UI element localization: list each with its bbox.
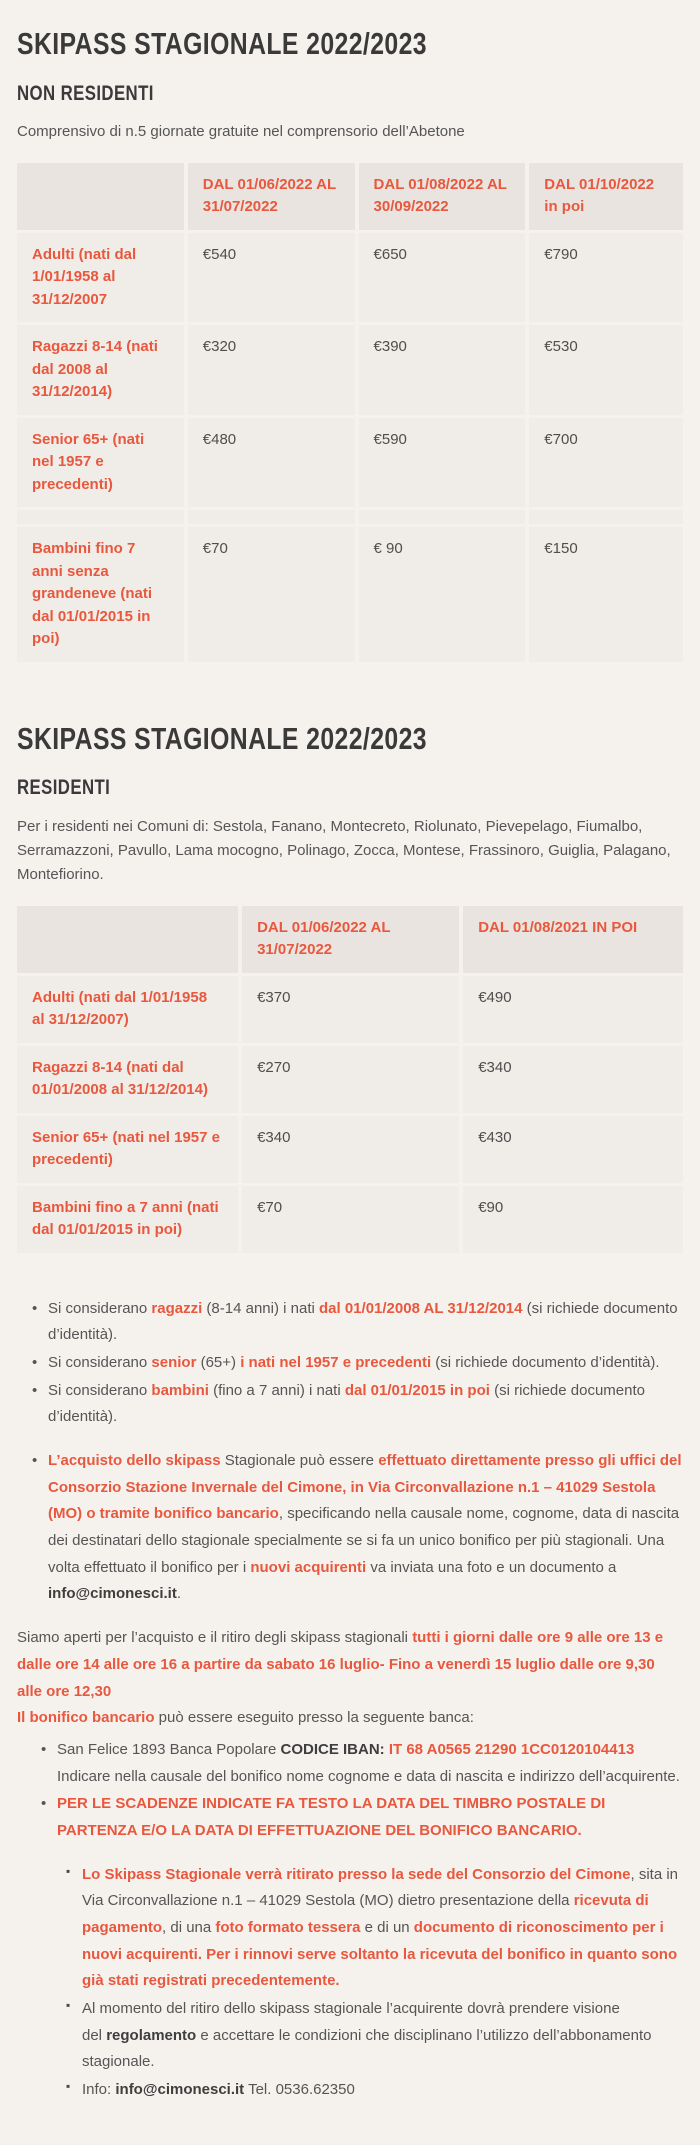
- column-header-period-1: DAL 01/06/2022 AL 31/07/2022: [188, 163, 355, 230]
- column-header-period-2: DAL 01/08/2021 IN POI: [463, 906, 683, 973]
- text-segment: i nati nel 1957 e precedenti: [240, 1353, 432, 1371]
- pricing-table-residenti: [13, 903, 687, 1256]
- note-senior: [31, 1350, 683, 1377]
- row-label: Senior 65+ (nati nel 1957 e precedenti): [17, 1116, 238, 1183]
- text-segment: San Felice 1893 Banca Popolare: [57, 1740, 281, 1758]
- price-cell: €790: [529, 233, 683, 323]
- link[interactable]: info@cimonesci.it: [115, 2081, 245, 2099]
- empty-cell: [17, 510, 184, 524]
- text-segment: va inviata una foto e un documento a: [366, 1558, 617, 1576]
- text-segment: nuovi acquirenti: [250, 1558, 367, 1576]
- text-segment: documento di riconoscimento per i nuovi acquirenti. Per i rinnovi serve soltanto la ricevuta del bonifico in quanto sono già stati registrati precedentemente.: [82, 1919, 678, 1990]
- empty-cell: [359, 510, 526, 524]
- text-segment: , specificando nella causale nome, cognome, data di nascita dei destinatari dello stagionale specialmente se si fa un unico bonifico per più stagionali. Una volta effettuato il bonifico per i: [48, 1505, 680, 1576]
- text-segment: e accettare le condizioni che disciplinano l’utilizzo dell’abbonamento stagionale.: [82, 2026, 652, 2071]
- text-segment: e di un: [360, 1919, 414, 1936]
- price-cell: €430: [463, 1116, 683, 1183]
- column-header-period-3: DAL 01/10/2022 in poi: [529, 163, 683, 230]
- price-cell: €270: [242, 1046, 459, 1113]
- notes-list-bank: [40, 1737, 683, 1845]
- table-header-row: [17, 163, 683, 230]
- section-non-residenti: [17, 26, 683, 665]
- page-title: SKIPASS STAGIONALE 2022/2023: [17, 26, 427, 61]
- note-scadenze: [40, 1791, 683, 1844]
- intro-residenti: Per i residenti nei Comuni di: Sestola, Fanano, Montecreto, Riolunato, Pievepelago, Fiumalbo, Serramazzoni, Pavullo, Lama mocogno, Polinago, Zocca, Montese, Frassinoro, Guiglia, Palagano, Montefiorino.: [17, 817, 671, 883]
- text-segment: del: [82, 2026, 107, 2044]
- text-segment: (8-14 anni) i nati: [202, 1299, 319, 1317]
- price-cell: €90: [463, 1186, 683, 1253]
- text-segment: foto formato tessera: [215, 1919, 361, 1936]
- note-regolamento: [65, 1996, 683, 2076]
- text-segment: Si considerano: [48, 1381, 152, 1399]
- intro-non-residenti: Comprensivo di n.5 giornate gratuite nel comprensorio dell’Abetone: [17, 122, 465, 140]
- table-row-bambini: [17, 527, 683, 662]
- pricing-table-non-residenti: [13, 160, 687, 665]
- column-header-period-2: DAL 01/08/2022 AL 30/09/2022: [359, 163, 526, 230]
- text-segment: senior: [151, 1353, 197, 1371]
- price-cell: €150: [529, 527, 683, 662]
- price-cell: €370: [242, 976, 459, 1043]
- page-title-residenti: SKIPASS STAGIONALE 2022/2023: [17, 720, 427, 756]
- column-header-blank: [17, 163, 184, 230]
- section-residenti: [17, 721, 683, 1256]
- text-segment: L’acquisto dello skipass: [48, 1452, 221, 1469]
- text-segment: Tel. 0536.62350: [244, 2081, 355, 2099]
- table-row-ragazzi: [17, 1046, 683, 1113]
- text-segment: Lo Skipass Stagionale verrà ritirato presso la sede del Consorzio del Cimone: [82, 1865, 631, 1883]
- row-label: Ragazzi 8-14 (nati dal 01/01/2008 al 31/12/2014): [17, 1046, 238, 1113]
- table-row-empty: [17, 510, 683, 524]
- row-label: Bambini fino a 7 anni (nati dal 01/01/2015 in poi): [17, 1186, 238, 1253]
- subtitle-non-residenti: NON RESIDENTI: [17, 81, 154, 105]
- note-ritiro: [65, 1862, 683, 1995]
- note-bambini: [31, 1378, 683, 1431]
- text-segment: IT 68 A0565 21290 1CC0120104413: [388, 1740, 635, 1758]
- column-header-period-1: DAL 01/06/2022 AL 31/07/2022: [242, 906, 459, 973]
- text-segment: (si richiede documento d’identità).: [48, 1299, 678, 1344]
- price-cell: €590: [359, 418, 526, 508]
- text-segment: Stagionale può essere: [220, 1452, 379, 1469]
- text-segment: Il bonifico bancario: [17, 1709, 155, 1727]
- row-label: Ragazzi 8-14 (nati dal 2008 al 31/12/2014): [17, 325, 184, 415]
- row-label: Bambini fino 7 anni senza grandeneve (nati dal 01/01/2015 in poi): [17, 527, 184, 662]
- row-label: Senior 65+ (nati nel 1957 e precedenti): [17, 418, 184, 508]
- price-cell: €480: [188, 418, 355, 508]
- table-row-senior: [17, 1116, 683, 1183]
- empty-cell: [529, 510, 683, 524]
- text-segment: PER LE SCADENZE INDICATE FA TESTO LA DATA DEL TIMBRO POSTALE DI PARTENZA E/O LA DATA DI EFFETTUAZIONE DEL BONIFICO BANCARIO.: [57, 1795, 606, 1839]
- text-segment: può essere eseguito presso la seguente banca:: [154, 1709, 474, 1727]
- text-segment: Al momento del ritiro dello skipass stagionale l’acquirente dovrà prendere visione: [82, 2000, 620, 2018]
- note-ragazzi: [31, 1296, 683, 1349]
- table-row-ragazzi: [17, 325, 683, 415]
- price-cell: €70: [188, 527, 355, 662]
- text-segment: Siamo aperti per l’acquisto e il ritiro degli skipass stagionali: [17, 1629, 413, 1647]
- opening-hours-paragraph: [17, 1625, 683, 1732]
- text-segment: , sita in Via Circonvallazione n.1 – 41029 Sestola (MO) dietro presentazione della: [82, 1865, 679, 1910]
- row-label: Adulti (nati dal 1/01/1958 al 31/12/2007): [17, 976, 238, 1043]
- text-segment: (fino a 7 anni) i nati: [208, 1381, 345, 1399]
- price-cell: €320: [188, 325, 355, 415]
- note-info-contatti: [65, 2077, 683, 2104]
- price-cell: €340: [463, 1046, 683, 1113]
- price-cell: €530: [529, 325, 683, 415]
- text-segment: (si richiede documento d’identità).: [48, 1381, 645, 1426]
- text-segment: Info:: [82, 2081, 116, 2099]
- price-cell: €490: [463, 976, 683, 1043]
- text-segment: bambini: [151, 1381, 209, 1399]
- table-row-senior: [17, 418, 683, 508]
- price-cell: €540: [188, 233, 355, 323]
- notes-section: [17, 1296, 683, 2104]
- text-segment: , di una: [162, 1919, 216, 1936]
- price-cell: €340: [242, 1116, 459, 1183]
- table-header-row: [17, 906, 683, 973]
- subtitle-residenti: RESIDENTI: [17, 776, 111, 800]
- text-segment: tutti i giorni dalle ore 9 alle ore 13 e dalle ore 14 alle ore 16 a partire da sabato 16 luglio- Fino a venerdì 15 luglio dalle ore 9,30 alle ore 12,30: [17, 1629, 664, 1700]
- text-segment: ricevuta di pagamento: [82, 1892, 649, 1936]
- text-segment: dal 01/01/2015 in poi: [344, 1381, 490, 1399]
- column-header-blank: [17, 906, 238, 973]
- row-label: Adulti (nati dal 1/01/1958 al 31/12/2007: [17, 233, 184, 323]
- note-acquisto: [31, 1448, 683, 1608]
- table-row-adulti: [17, 233, 683, 323]
- notes-list-definitions: [31, 1296, 683, 1609]
- text-segment: CODICE IBAN:: [280, 1740, 385, 1758]
- text-segment: dal 01/01/2008 AL 31/12/2014: [319, 1299, 523, 1317]
- text-segment: .: [176, 1585, 181, 1603]
- text-segment: Si considerano: [48, 1353, 152, 1371]
- price-cell: €700: [529, 418, 683, 508]
- text-segment: Indicare nella causale del bonifico nome cognome e data di nascita e indirizzo dell’acquirente.: [57, 1767, 680, 1785]
- table-row-bambini: [17, 1186, 683, 1253]
- text-segment: (si richiede documento d’identità).: [431, 1353, 660, 1371]
- text-segment: ragazzi: [151, 1299, 203, 1317]
- text-segment: Si considerano: [48, 1299, 152, 1317]
- text-segment: effettuato direttamente presso gli uffici del Consorzio Stazione Invernale del Cimone, in Via Circonvallazione n.1 – 41029 Sestola (MO) o tramite bonifico bancario: [48, 1452, 682, 1523]
- price-cell: €390: [359, 325, 526, 415]
- price-cell: €70: [242, 1186, 459, 1253]
- text-segment: (65+): [196, 1353, 241, 1371]
- link[interactable]: regolamento: [106, 2026, 197, 2044]
- note-bank-iban: [40, 1737, 683, 1790]
- price-cell: € 90: [359, 527, 526, 662]
- table-row-adulti: [17, 976, 683, 1043]
- price-cell: €650: [359, 233, 526, 323]
- link[interactable]: info@cimonesci.it: [48, 1585, 177, 1603]
- notes-list-ritiro: [65, 1862, 683, 2104]
- empty-cell: [188, 510, 355, 524]
